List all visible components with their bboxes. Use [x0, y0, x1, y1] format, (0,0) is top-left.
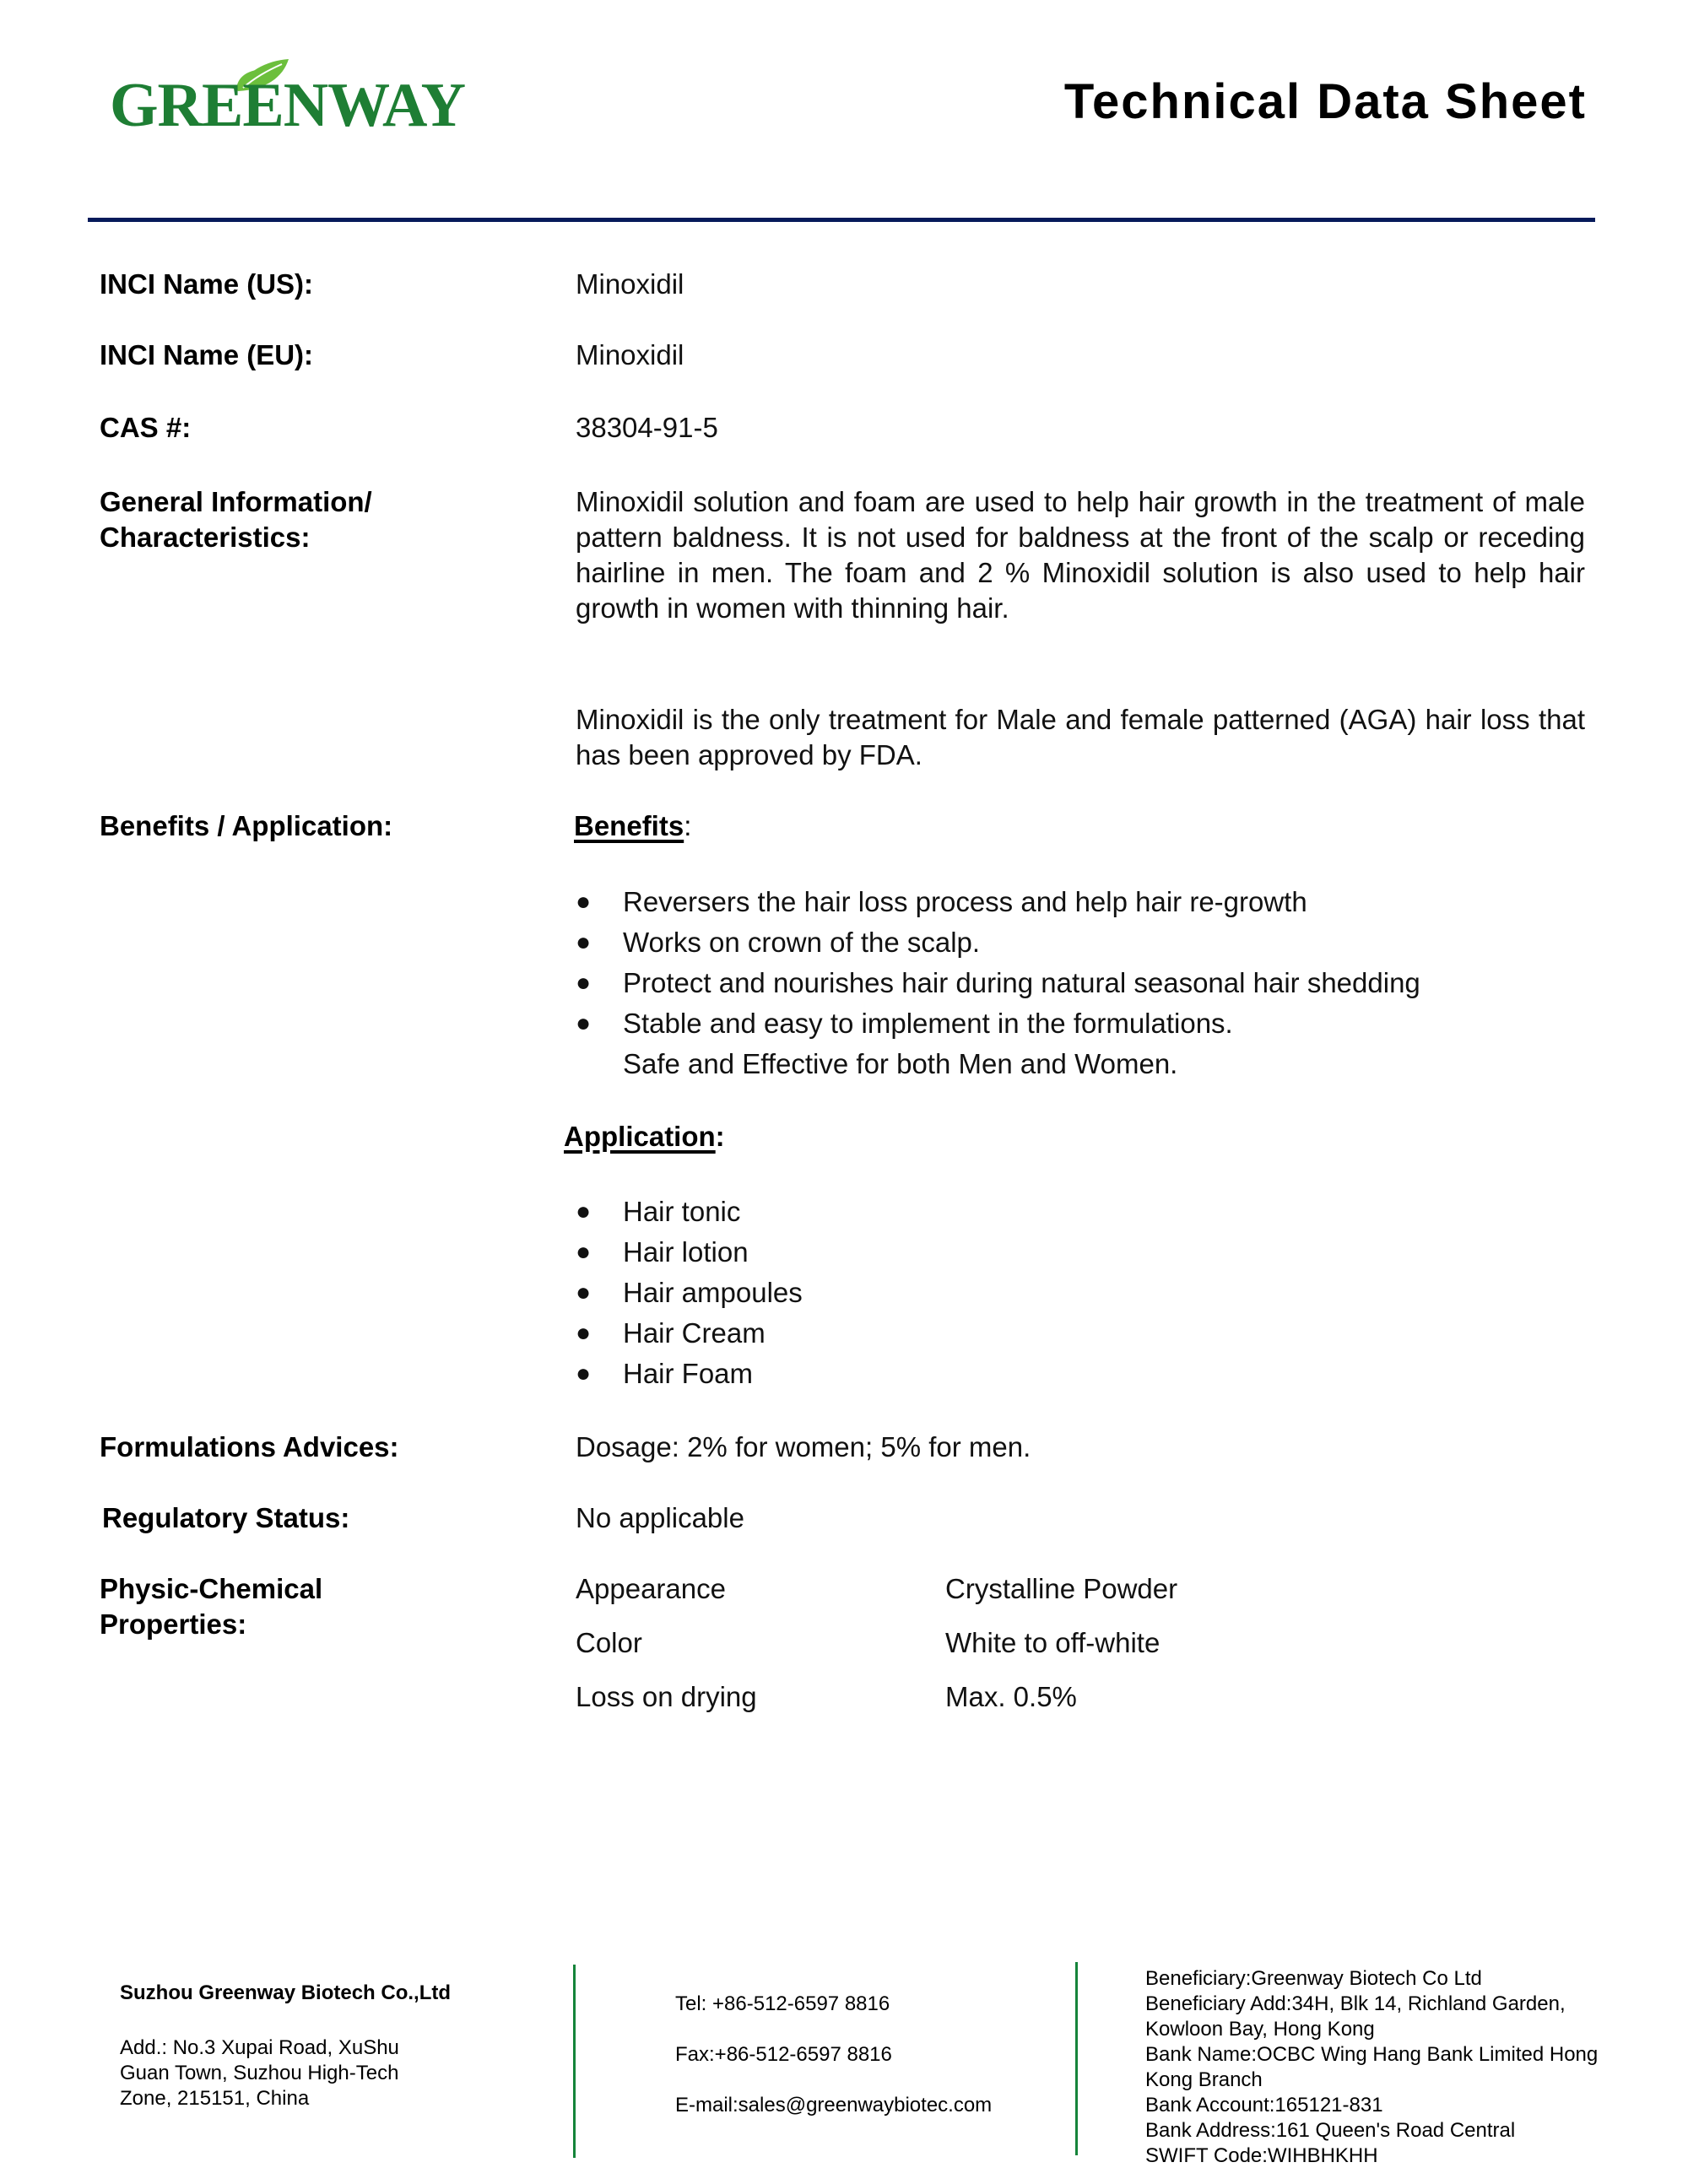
footer-divider — [573, 1965, 576, 2158]
benefit-continuation: Safe and Effective for both Men and Women. — [623, 1048, 1178, 1079]
bullet-icon: ● — [576, 1319, 592, 1347]
logo-wordmark: GREENWAY — [110, 71, 466, 140]
list-item — [576, 1003, 1420, 1084]
application-text: Hair ampoules — [623, 1277, 803, 1308]
list-item — [576, 963, 1420, 1003]
footer-divider — [1075, 1962, 1078, 2155]
application-heading — [564, 1119, 725, 1154]
greenway-logo — [110, 51, 466, 140]
benefit-text: Reversers the hair loss process and help hair re-growth — [623, 886, 1307, 917]
regulatory-label: Regulatory Status: — [102, 1502, 350, 1533]
property-value: Crystalline Powder — [945, 1573, 1178, 1604]
footer-email[interactable]: E-mail:sales@greenwaybiotec.com — [675, 2094, 993, 2116]
application-text: Hair Foam — [623, 1358, 754, 1389]
footer-address-line: Guan Town, Suzhou High-Tech — [120, 2062, 399, 2084]
general-info-paragraph-1: Minoxidil solution and foam are used to help hair growth in the treatment of male pattern baldness. It is not used for baldness at the front of the scalp or receding hairline in men. The foam and 2 % Minoxidil solution is also used to help hair growth in women with thinning hair. — [576, 486, 1585, 624]
footer-company-name: Suzhou Greenway Biotech Co.,Ltd — [120, 1981, 452, 2004]
cas-value: 38304-91-5 — [576, 412, 718, 443]
benefit-text: Works on crown of the scalp. — [623, 927, 981, 958]
bullet-icon: ● — [576, 969, 592, 997]
list-item — [576, 922, 1420, 963]
bank-line: SWIFT Code:WIHBHKHH — [1145, 2144, 1378, 2167]
bullet-icon: ● — [576, 1238, 592, 1266]
physchem-label — [100, 1571, 322, 1642]
general-info-label — [100, 484, 372, 555]
benefit-text: Protect and nourishes hair during natural seasonal hair shedding — [623, 967, 1420, 998]
bank-line: Beneficiary:Greenway Biotech Co Ltd — [1145, 1967, 1482, 1990]
bank-line: Bank Name:OCBC Wing Hang Bank Limited Hong — [1145, 2043, 1599, 2066]
property-key: Appearance — [576, 1573, 726, 1604]
general-info-paragraph-2: Minoxidil is the only treatment for Male and female patterned (AGA) hair loss that has been approved by FDA. — [576, 704, 1585, 770]
property-key: Color — [576, 1627, 642, 1658]
bullet-icon: ● — [576, 1009, 592, 1037]
bank-line: Kong Branch — [1145, 2068, 1263, 2091]
bullet-icon: ● — [576, 1197, 592, 1225]
bank-line: Kowloon Bay, Hong Kong — [1145, 2018, 1375, 2041]
list-item — [576, 1313, 803, 1354]
bullet-icon: ● — [576, 888, 592, 916]
physchem-label-line2: Properties: — [100, 1608, 247, 1640]
list-item — [576, 1192, 803, 1232]
benefits-heading-text: Benefits — [574, 810, 684, 841]
general-info-label-line1: General Information/ — [100, 486, 372, 517]
application-heading-text: Application — [564, 1121, 716, 1152]
inci-us-value: Minoxidil — [576, 268, 684, 300]
benefits-list — [576, 882, 1420, 1084]
list-item — [576, 1273, 803, 1313]
benefits-heading-colon: : — [684, 810, 692, 841]
inci-eu-label: INCI Name (EU): — [100, 339, 314, 370]
application-heading-colon: : — [715, 1121, 725, 1152]
footer-address-line: Add.: No.3 Xupai Road, XuShu — [120, 2036, 399, 2059]
list-item — [576, 1232, 803, 1273]
application-text: Hair tonic — [623, 1196, 741, 1227]
bank-line: Beneficiary Add:34H, Blk 14, Richland Garden, — [1145, 1992, 1566, 2015]
bank-line: Bank Account:165121-831 — [1145, 2094, 1383, 2116]
formulation-value: Dosage: 2% for women; 5% for men. — [576, 1431, 1031, 1462]
benefit-text: Stable and easy to implement in the formulations. — [623, 1008, 1233, 1039]
benefits-application-label: Benefits / Application: — [100, 810, 393, 841]
application-text: Hair lotion — [623, 1236, 749, 1268]
list-item — [576, 882, 1420, 922]
document-title: Technical Data Sheet — [1063, 74, 1587, 129]
footer-tel: Tel: +86-512-6597 8816 — [675, 1992, 890, 2015]
footer-address-line: Zone, 215151, China — [120, 2087, 310, 2110]
regulatory-value: No applicable — [576, 1502, 744, 1533]
footer-address — [120, 2035, 441, 2111]
general-info-label-line2: Characteristics: — [100, 522, 311, 553]
bullet-icon: ● — [576, 1360, 592, 1387]
inci-us-label: INCI Name (US): — [100, 268, 314, 300]
property-key: Loss on drying — [576, 1681, 757, 1712]
footer-fax: Fax:+86-512-6597 8816 — [675, 2043, 892, 2066]
property-value: Max. 0.5% — [945, 1681, 1077, 1712]
bank-line: Bank Address:161 Queen's Road Central — [1145, 2119, 1516, 2142]
application-text: Hair Cream — [623, 1317, 766, 1349]
property-value: White to off-white — [945, 1627, 1160, 1658]
formulation-label: Formulations Advices: — [100, 1431, 399, 1462]
footer-bank-info — [1145, 1966, 1669, 2169]
benefits-heading — [574, 808, 691, 844]
cas-label: CAS #: — [100, 412, 192, 443]
application-list — [576, 1192, 803, 1394]
inci-eu-value: Minoxidil — [576, 339, 684, 370]
list-item — [576, 1354, 803, 1394]
header-divider — [88, 218, 1595, 222]
bullet-icon: ● — [576, 1279, 592, 1306]
physchem-label-line1: Physic-Chemical — [100, 1573, 323, 1604]
bullet-icon: ● — [576, 928, 592, 956]
